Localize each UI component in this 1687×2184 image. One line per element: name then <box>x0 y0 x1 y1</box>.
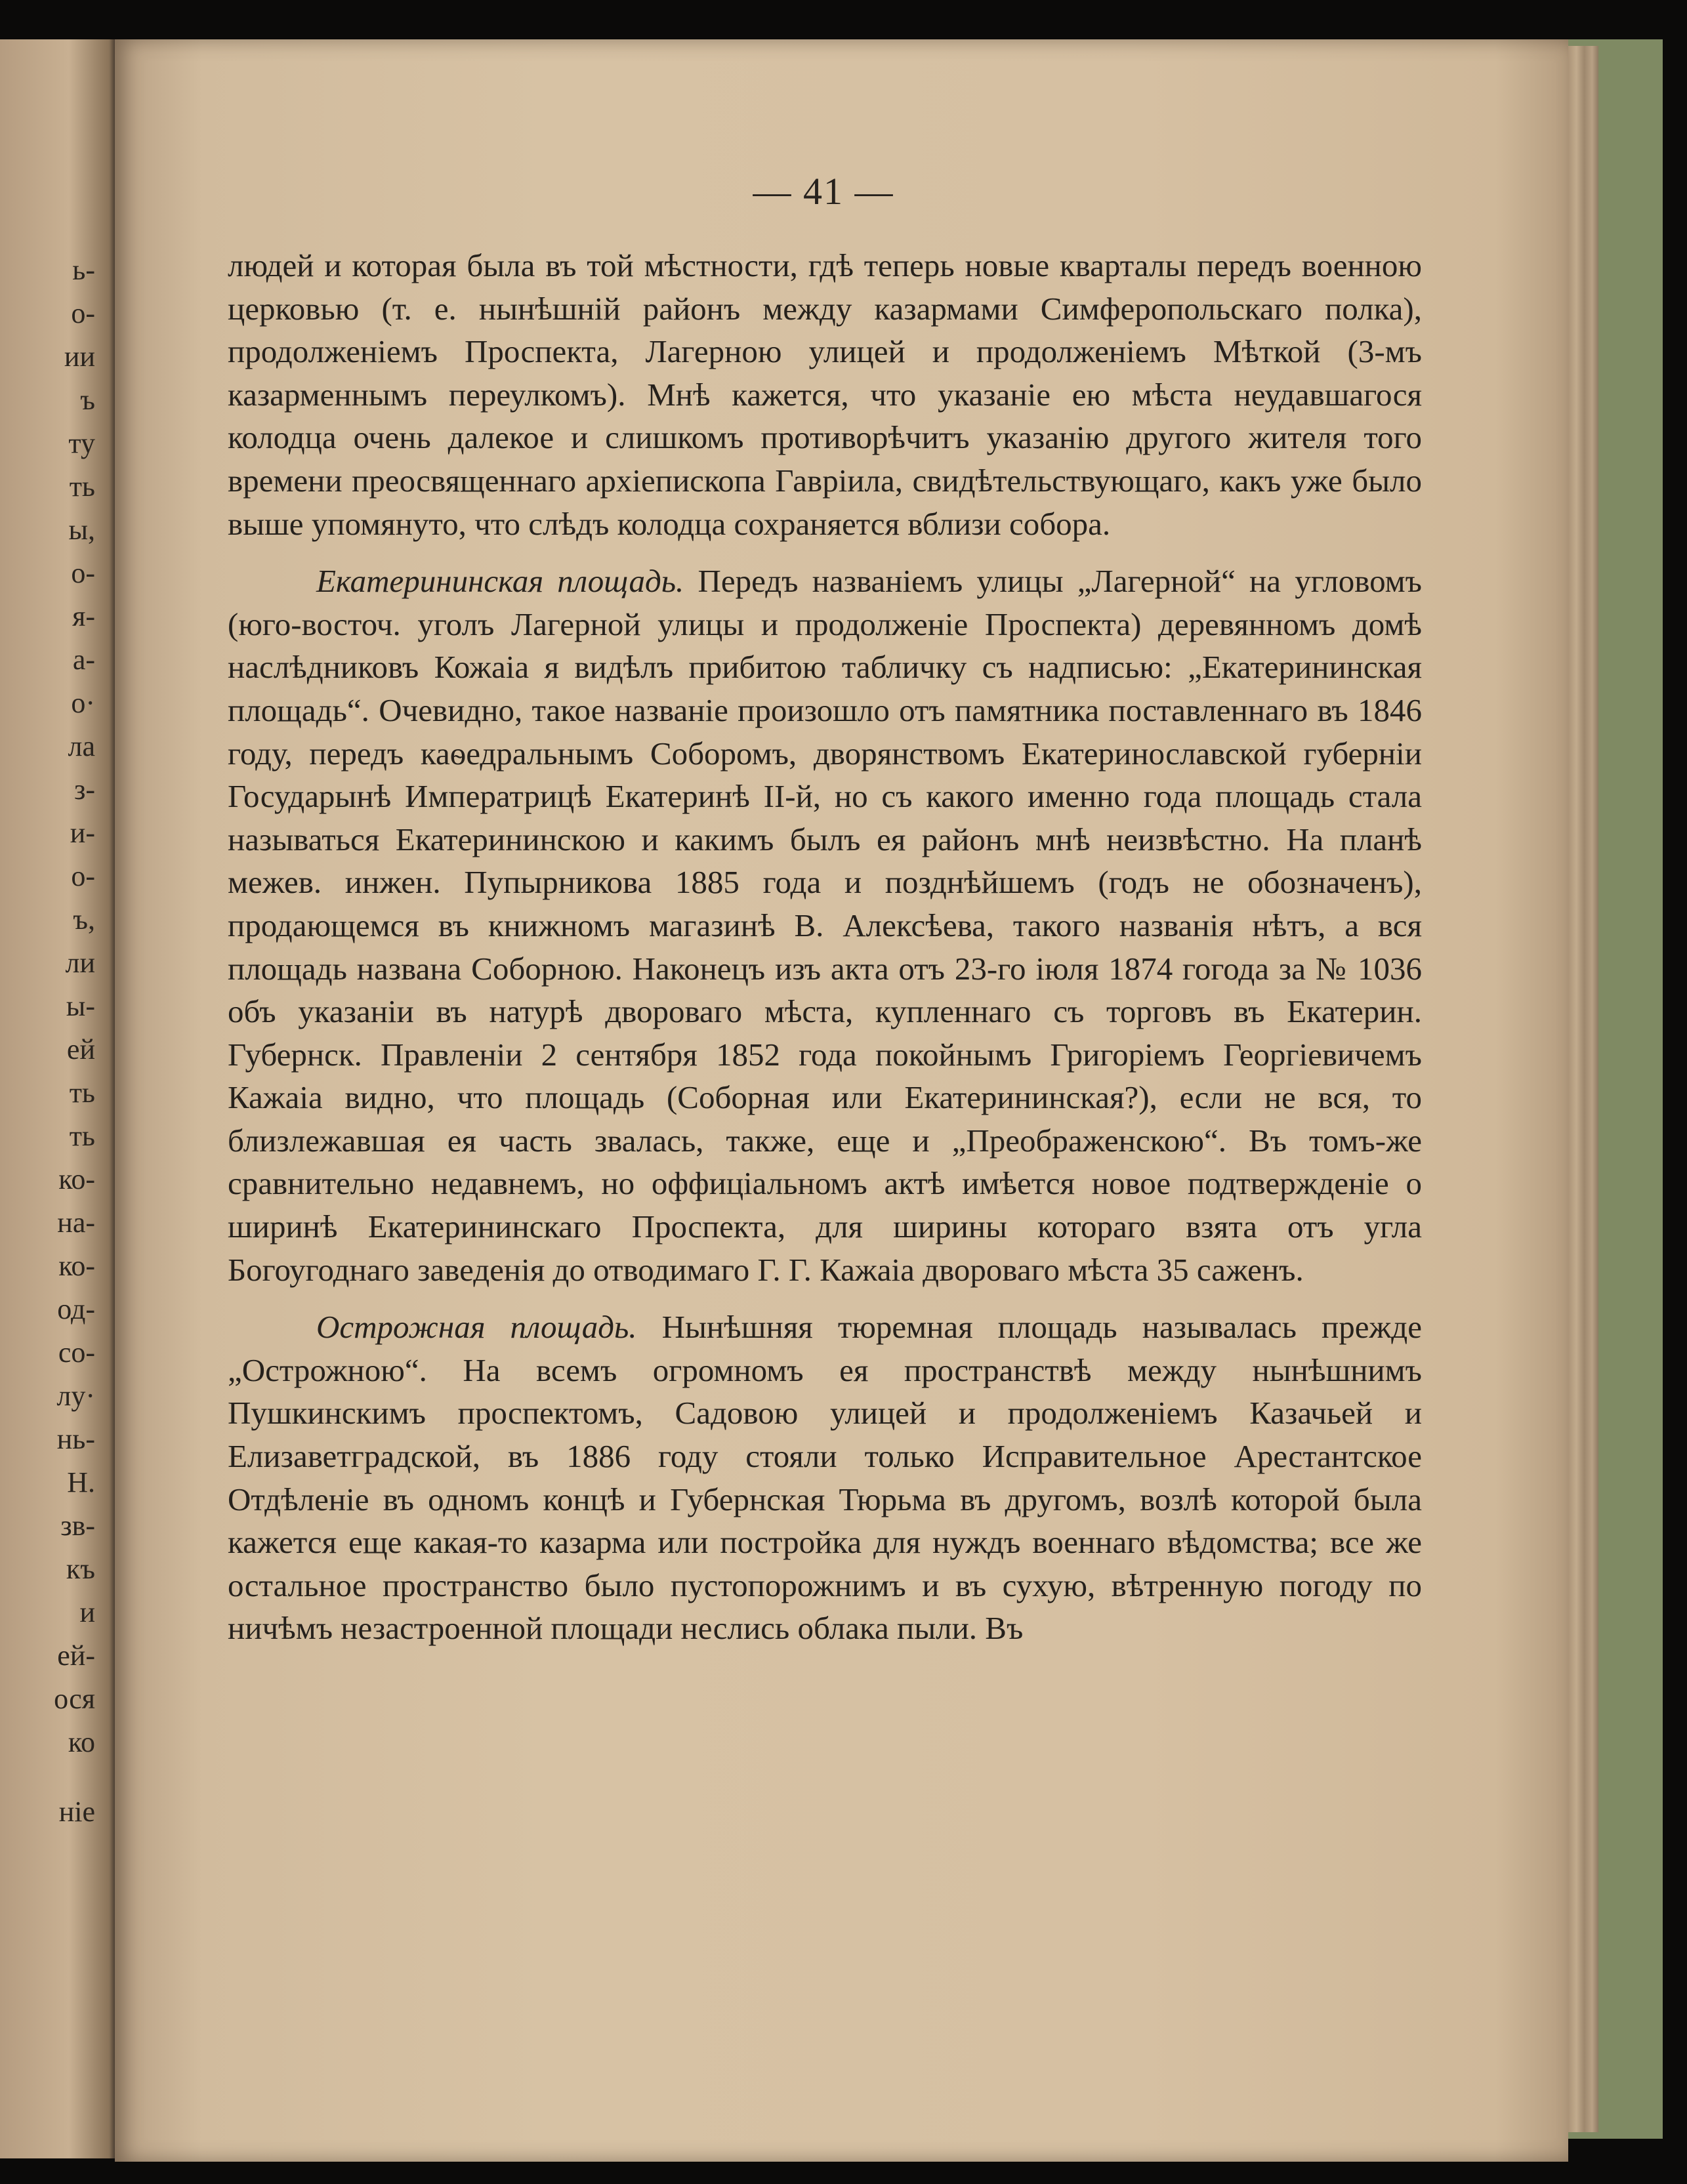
paragraph-2 <box>228 560 1422 1291</box>
page-text <box>228 244 1422 1664</box>
left-page-fragment: ь- <box>72 254 95 286</box>
left-page-fragment: ко <box>68 1726 95 1758</box>
paragraph-3 <box>228 1306 1422 1650</box>
left-page-fragment: лу· <box>56 1380 95 1412</box>
left-page-fragment: о- <box>71 860 95 892</box>
left-page-fragment: Н. <box>67 1466 95 1498</box>
left-page-fragment: ть <box>69 470 95 503</box>
left-page-edge <box>0 39 115 2158</box>
left-page-fragment: ту <box>68 427 95 459</box>
left-page-fragment: со- <box>58 1336 95 1369</box>
left-page-fragment: о- <box>71 297 95 329</box>
left-page-fragment: нь- <box>56 1423 95 1455</box>
left-page-fragment: ко- <box>58 1250 95 1282</box>
left-page-fragment: ы- <box>66 990 95 1022</box>
left-page-fragment: и- <box>70 817 95 849</box>
left-page-fragment: я- <box>72 600 95 632</box>
left-page-fragment: о· <box>71 687 95 719</box>
left-page-fragment: з- <box>73 773 95 806</box>
left-page-fragment: а- <box>72 644 95 676</box>
paragraph-3-heading: Острожная площадь. <box>316 1309 637 1346</box>
left-page-fragment: ъ <box>80 384 95 416</box>
left-page-fragment: ла <box>68 730 95 762</box>
left-page-fragment: ей- <box>57 1639 95 1672</box>
left-page-fragment: ы, <box>68 514 95 546</box>
paragraph-3-text: Нынѣшняя тюремная площадь называлась прежде „Острожною“. На всемъ огромномъ ея пространствѣ между нынѣшнимъ Пушкинскимъ проспектомъ, Садовою улицей и продолженіемъ Казачьей и Елизаветградской, въ 1886 году стояли только Исправительное Арестантское Отдѣленіе въ одномъ концѣ и Губернская Тюрьма въ другомъ, возлѣ которой была кажется еще какая-то казарма или постройка для нуждъ военнаго вѣдомства; все же остальное пространство было пустопорожнимъ и въ сухую, вѣтренную погоду по ничѣмъ незастроенной площади неслись облака пыли. Въ <box>228 1309 1422 1647</box>
left-page-fragment: од- <box>57 1293 95 1325</box>
left-page-fragment: зв- <box>60 1510 95 1542</box>
paragraph-2-text: Передъ названіемъ улицы „Лагерной“ на угловомъ (юго-восточ. уголъ Лагерной улицы и продолженіе Проспекта) деревянномъ домѣ наслѣдниковъ Кожаіа я видѣлъ прибитою табличку съ надписью: „Екатерининская площадь“. Очевидно, такое названіе произошло отъ памятника поставленнаго въ 1846 году, передъ каѳедральнымъ Соборомъ, дворянствомъ Екатеринославской губерніи Государынѣ Императрицѣ Екатеринѣ II-й, но съ какого именно года площадь стала называться Екатерининскою и какимъ былъ ея районъ мнѣ неизвѣстно. На планѣ межев. инжен. Пупырникова 1885 года и позднѣйшемъ (годъ не обозначенъ), продающемся въ книжномъ магазинѣ В. Алексѣева, такого названія нѣтъ, а вся площадь названа Соборною. Наконецъ изъ акта отъ 23-го іюля 1874 гогода за № 1036 объ указаніи въ натурѣ двороваго мѣста, купленнаго съ торговъ въ Екатерин. Губернск. Правленіи 2 сентября 1852 года покойнымъ Григоріемъ Георгіевичемъ Кажаіа видно, что площадь (Соборная или Екатерининская?), если не вся, то близлежавшая ея часть звалась, также, еще и „Преображенскою“. Въ томъ-же сравнительно недавнемъ, но оффиціальномъ актѣ имѣется новое подтвержденіе о ширинѣ Екатерининскаго Проспекта, для ширины котораго взята отъ угла Богоугоднаго заведенія до отводимаго Г. Г. Кажаіа двороваго мѣста 35 саженъ. <box>228 563 1422 1288</box>
left-page-fragment: ии <box>64 340 95 373</box>
left-page-fragment: ть <box>69 1120 95 1152</box>
paragraph-2-heading: Екатерининская площадь. <box>316 563 684 600</box>
left-page-fragment: ко- <box>58 1163 95 1195</box>
left-page-fragment: на- <box>57 1206 95 1239</box>
left-page-fragment: ей <box>66 1033 95 1065</box>
left-page-fragment: о- <box>71 557 95 589</box>
left-page-fragment: къ <box>66 1553 95 1585</box>
left-page-fragment: и <box>79 1596 95 1628</box>
paragraph-1 <box>228 244 1422 545</box>
left-page-fragment: ли <box>65 947 95 979</box>
left-page-fragment: ніе <box>58 1796 95 1828</box>
left-page-fragment: ть <box>69 1077 95 1109</box>
left-page-fragment: ъ, <box>73 903 95 936</box>
page-edges <box>1567 46 1598 2132</box>
left-page-fragment: ося <box>54 1683 95 1715</box>
paragraph-1-text: людей и которая была въ той мѣстности, гдѣ теперь новые кварталы передъ военною церковью (т. е. нынѣшній районъ между казармами Симферопольскаго полка), продолженіемъ Проспекта, Лагерною улицей и продолженіемъ Мѣткой (3-мъ казарменнымъ переулкомъ). Мнѣ кажется, что указаніе ею мѣста неудавшагося колодца очень далекое и слишкомъ противорѣчитъ указанію другого жителя того времени преосвященнаго архіепископа Гавріила, свидѣтельствующаго, какъ уже было выше упомянуто, что слѣдъ колодца сохраняется вблизи собора. <box>228 247 1422 542</box>
page-number: — 41 — <box>753 170 894 213</box>
